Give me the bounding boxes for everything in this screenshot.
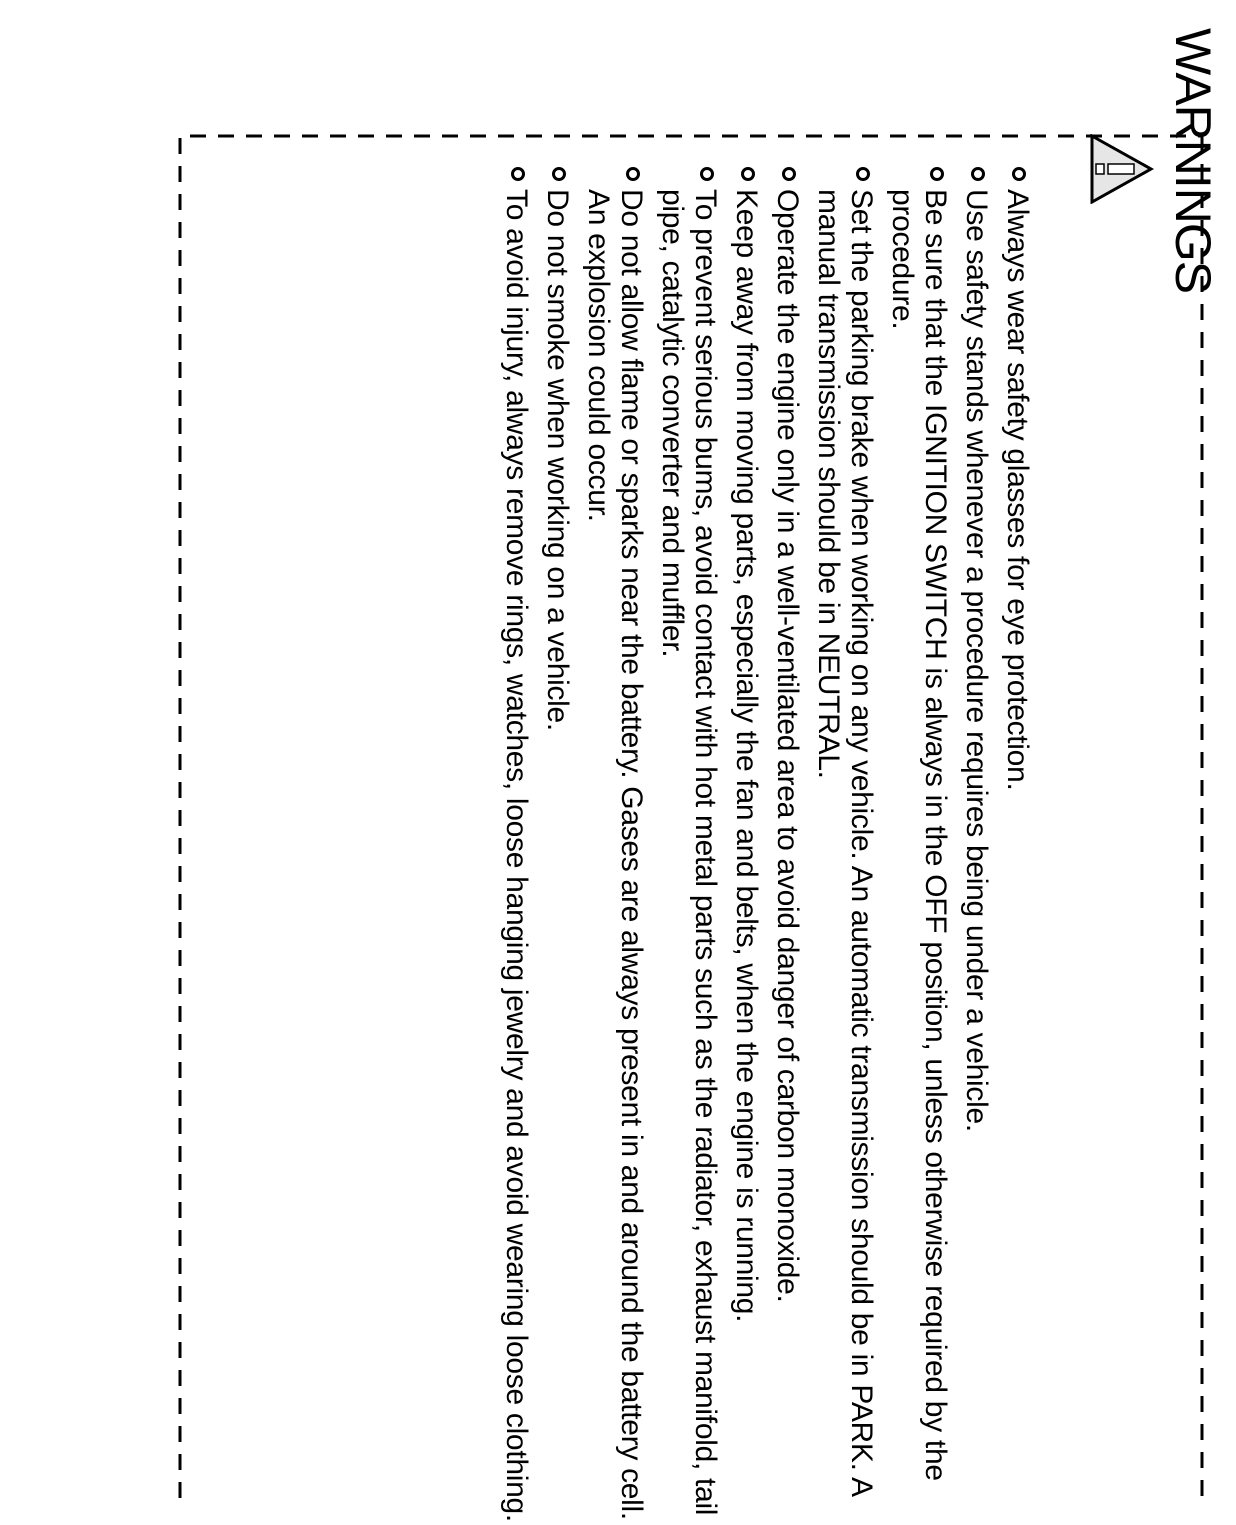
warning-item <box>886 165 952 1525</box>
bullet-icon <box>741 167 755 181</box>
warning-text: Do not allow flame or sparks near the battery. Gases are always present in and around the battery cell. An explosion could occur. <box>582 189 648 1520</box>
warning-text: To avoid injury, always remove rings, watches, loose hanging jewelry and avoid wearing loose clothing. <box>500 189 533 1522</box>
warning-item <box>500 165 533 1525</box>
warning-item <box>541 165 574 1525</box>
bullet-icon <box>626 167 640 181</box>
bullet-icon <box>1012 167 1026 181</box>
warning-item <box>771 165 804 1525</box>
warning-item <box>730 165 763 1525</box>
bullet-icon <box>782 167 796 181</box>
warning-text: Use safety stands whenever a procedure requires being under a vehicle. <box>960 189 993 1132</box>
warning-text: Always wear safety glasses for eye protection. <box>1001 189 1034 791</box>
warning-text: Be sure that the IGNITION SWITCH is always in the OFF position, unless otherwise required by the procedure. <box>886 189 952 1481</box>
warning-item <box>1001 165 1034 1525</box>
warning-item <box>582 165 648 1525</box>
warning-item <box>656 165 722 1525</box>
bullet-icon <box>700 167 714 181</box>
warning-text: Set the parking brake when working on any vehicle. An automatic transmission should be in PARK. A manual transmission should be in NEUTRAL. <box>812 189 878 1496</box>
warning-text: Do not smoke when working on a vehicle. <box>541 189 574 731</box>
page-title: WARNINGS <box>1165 28 1221 294</box>
bullet-icon <box>930 167 944 181</box>
warning-text: Keep away from moving parts, especially the fan and belts, when the engine is running. <box>730 189 763 1323</box>
warning-item <box>960 165 993 1525</box>
bullet-icon <box>971 167 985 181</box>
warning-item <box>812 165 878 1525</box>
warnings-list <box>492 165 1034 1525</box>
bullet-icon <box>856 167 870 181</box>
warning-text: To prevent serious bums, avoid contact with hot metal parts such as the radiator, exhaust manifold, tail pipe, catalytic converter and muffler. <box>656 189 722 1516</box>
bullet-icon <box>552 167 566 181</box>
warning-text: Operate the engine only in a well-ventilated area to avoid danger of carbon monoxide. <box>771 189 804 1303</box>
bullet-icon <box>511 167 525 181</box>
